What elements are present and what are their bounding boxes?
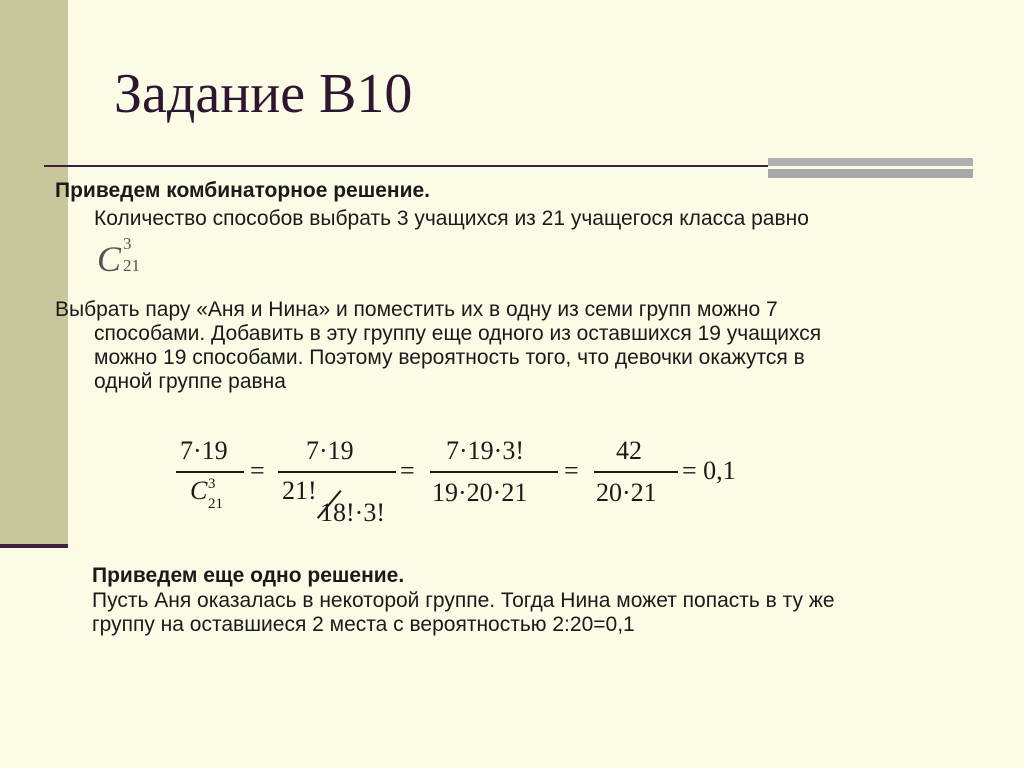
fraction1-sup: 3 bbox=[208, 476, 216, 492]
paragraph-count-ways: Количество способов выбрать 3 учащихся из 21 учащегося класса равно bbox=[94, 207, 809, 230]
combination-c-21-3 bbox=[97, 234, 157, 280]
combination-sub: 21 bbox=[123, 256, 140, 275]
paragraph-line: можно 19 способами. Поэтому вероятность того, что девочки окажутся в bbox=[94, 346, 805, 369]
paragraph-line: Выбрать пару «Аня и Нина» и поместить их в одну из семи групп можно 7 bbox=[55, 298, 778, 321]
fraction1-numerator: 7·19 bbox=[180, 436, 228, 465]
fraction2-bar bbox=[278, 471, 396, 473]
paragraph-line: группу на оставшиеся 2 места с вероятностью 2:20=0,1 bbox=[92, 613, 635, 636]
fraction1-c: C bbox=[190, 476, 208, 505]
fraction1-sub: 21 bbox=[208, 496, 223, 512]
fraction1-denominator bbox=[190, 476, 223, 512]
combination-sup: 3 bbox=[123, 234, 132, 253]
fraction3-numerator: 7·19·3! bbox=[446, 436, 524, 465]
side-bar-underline bbox=[0, 544, 68, 548]
fraction3-denominator: 19·20·21 bbox=[432, 478, 528, 507]
fraction2-den-bottom: 18!·3! bbox=[320, 498, 385, 527]
equals-sign: = bbox=[250, 456, 265, 485]
fraction1-bar bbox=[176, 471, 244, 473]
fraction2-den-top: 21! bbox=[282, 476, 317, 505]
title-divider bbox=[44, 165, 772, 167]
fraction4-denominator: 20·21 bbox=[596, 478, 657, 507]
heading-combinatorial: Приведем комбинаторное решение. bbox=[55, 179, 431, 202]
formula-result: = 0,1 bbox=[682, 456, 736, 485]
fraction3-bar bbox=[430, 471, 558, 473]
fraction4-numerator: 42 bbox=[616, 436, 642, 465]
side-bar bbox=[0, 0, 68, 548]
equals-sign: = bbox=[564, 456, 579, 485]
slide-title: Задание B10 bbox=[114, 63, 413, 125]
paragraph-line: способами. Добавить в эту группу еще одного из оставшихся 19 учащихся bbox=[94, 322, 822, 345]
paragraph-line: Пусть Аня оказалась в некоторой группе. Тогда Нина может попасть в ту же bbox=[92, 589, 835, 612]
equals-sign: = bbox=[400, 456, 415, 485]
title-accent-bar bbox=[768, 158, 973, 178]
heading-alternative: Приведем еще одно решение. bbox=[92, 564, 405, 587]
paragraph-pair-selection bbox=[55, 298, 995, 394]
paragraph-line: одной группе равна bbox=[94, 370, 286, 393]
paragraph-alternative bbox=[92, 589, 835, 637]
combination-letter: C bbox=[97, 239, 122, 279]
fraction4-bar bbox=[594, 471, 678, 473]
probability-formula bbox=[170, 436, 770, 526]
fraction2-numerator: 7·19 bbox=[306, 436, 354, 465]
